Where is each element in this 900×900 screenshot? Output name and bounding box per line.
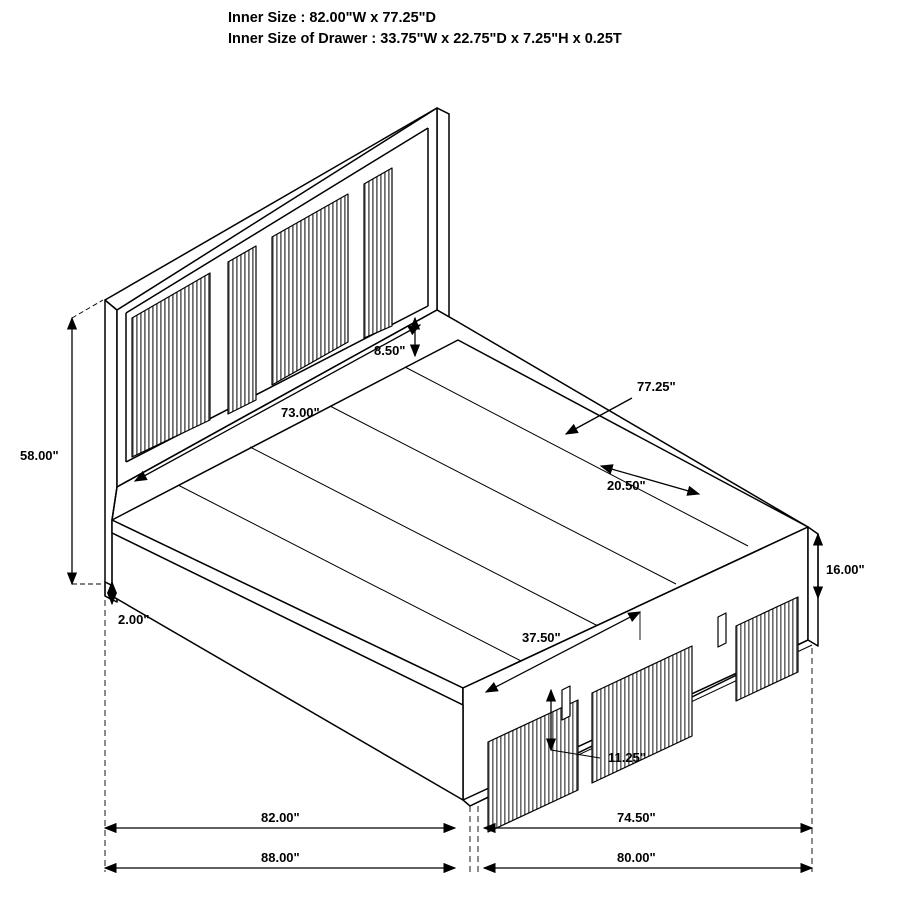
- dim-leg-height: 2.00": [118, 612, 150, 627]
- dim-mattress-depth: 77.25": [637, 379, 676, 394]
- dim-overall-length-outer: 88.00": [261, 850, 300, 865]
- dim-overall-width-inner: 74.50": [617, 810, 656, 825]
- dim-headboard-to-rail: 8.50": [374, 343, 406, 358]
- dim-drawer-front-height: 11.25": [608, 750, 646, 765]
- dim-overall-width-outer: 80.00": [617, 850, 656, 865]
- dim-headboard-height: 58.00": [20, 448, 59, 463]
- dim-footboard-inner-depth: 20.50": [607, 478, 646, 493]
- inner-drawer-size-line: Inner Size of Drawer : 33.75"W x 22.75"D x 7.25"H x 0.25T: [228, 31, 622, 48]
- dim-footboard-height: 16.00": [826, 562, 865, 577]
- dim-headboard-inner-width: 73.00": [281, 405, 320, 420]
- dim-drawer-front-width: 37.50": [522, 630, 561, 645]
- dim-overall-length-inner: 82.00": [261, 810, 300, 825]
- inner-size-line: Inner Size : 82.00"W x 77.25"D: [228, 10, 436, 26]
